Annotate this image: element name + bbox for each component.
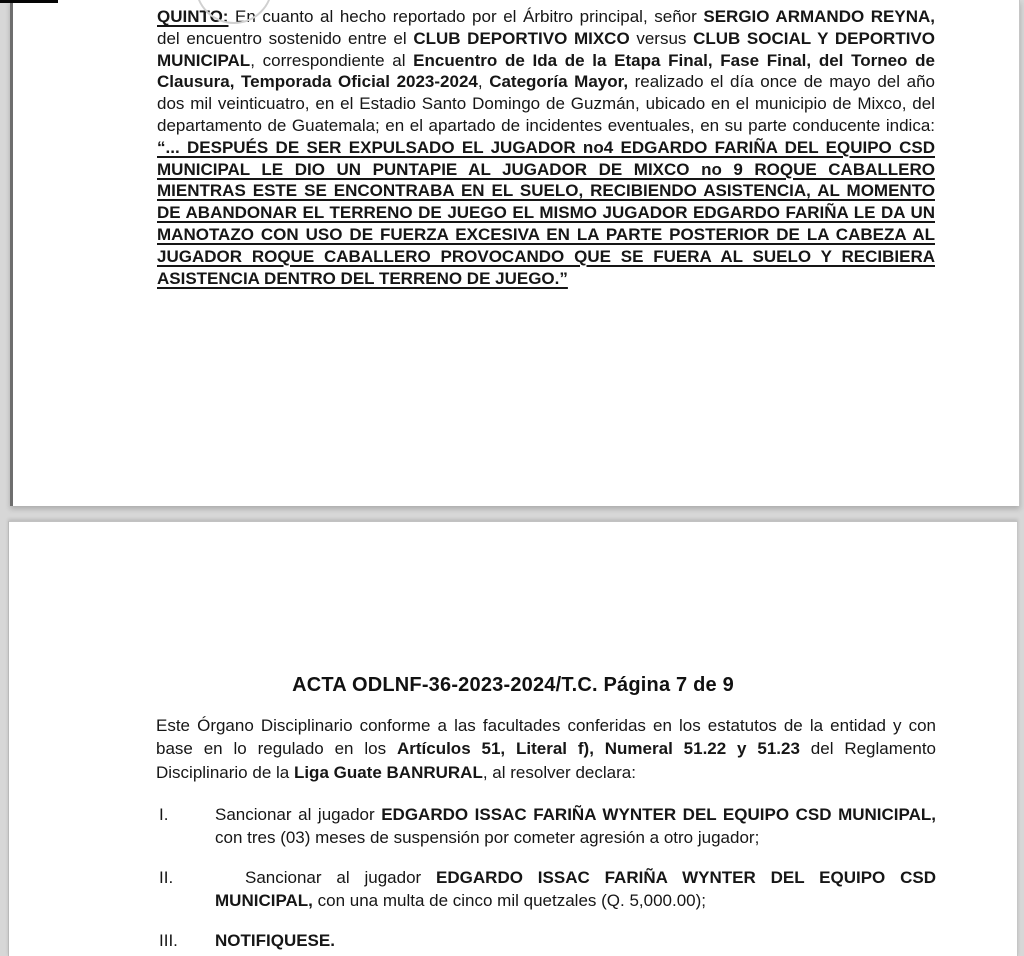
resolution-list	[159, 803, 936, 952]
intro-paragraph: Este Órgano Disciplinario conforme a las facultades conferidas en los estatutos de la entidad y con base en lo regulado en los Artículos 51, Literal f), Numeral 51.22 y 51.23 del Reglamento Disciplinario de la Liga Guate BANRURAL, al resolver declara:	[156, 716, 936, 782]
list-item-body: NOTIFIQUESE.	[215, 931, 335, 950]
list-item	[159, 866, 936, 912]
list-item	[159, 803, 936, 849]
document-page-2	[8, 521, 1018, 956]
list-item-body: Sancionar al jugador EDGARDO ISSAC FARIÑA WYNTER DEL EQUIPO CSD MUNICIPAL, con una multa de cinco mil quetzales (Q. 5,000.00);	[215, 868, 936, 910]
quinto-paragraph: QUINTO: En cuanto al hecho reportado por el Árbitro principal, señor SERGIO ARMANDO REYNA, del encuentro sostenido entre el CLUB DEPORTIVO MIXCO versus CLUB SOCIAL Y DEPORTIVO MUNICIPAL, correspondiente al Encuentro de Ida de la Etapa Final, Fase Final, del Torneo de Clausura, Temporada Oficial 2023-2024, Categoría Mayor, realizado el día once de mayo del año dos mil veinticuatro, en el Estadio Santo Domingo de Guzmán, ubicado en el municipio de Mixco, del departamento de Guatemala; en el apartado de incidentes eventuales, en su parte conducente indica: “... DESPUÉS DE SER EXPULSADO EL JUGADOR no4 EDGARDO FARIÑA DEL EQUIPO CSD MUNICIPAL LE DIO UN PUNTAPIE AL JUGADOR DE MIXCO no 9 ROQUE CABALLERO MIENTRAS ESTE SE ENCONTRABA EN EL SUELO, RECIBIENDO ASISTENCIA, AL MOMENTO DE ABANDONAR EL TERRENO DE JUEGO EL MISMO JUGADOR EDGARDO FARIÑA LE DA UN MANOTAZO CON USO DE FUERZA EXCESIVA EN LA PARTE POSTERIOR DE LA CABEZA AL JUGADOR ROQUE CABALLERO PROVOCANDO QUE SE FUERA AL SUELO Y RECIBIERA ASISTENCIA DENTRO DEL TERRENO DE JUEGO.”	[157, 7, 935, 288]
acta-heading: ACTA ODLNF-36-2023-2024/T.C. Página 7 de 9	[292, 674, 734, 696]
list-item-numeral: II.	[159, 868, 174, 887]
list-item	[159, 929, 936, 952]
list-item-numeral: I.	[159, 805, 169, 824]
document-page-1	[10, 0, 1020, 506]
list-item-body: Sancionar al jugador EDGARDO ISSAC FARIÑA WYNTER DEL EQUIPO CSD MUNICIPAL, con tres (03) meses de suspensión por cometer agresión a otro jugador;	[215, 805, 936, 847]
list-item-numeral: III.	[159, 931, 178, 950]
scan-artifact-line	[0, 0, 58, 3]
